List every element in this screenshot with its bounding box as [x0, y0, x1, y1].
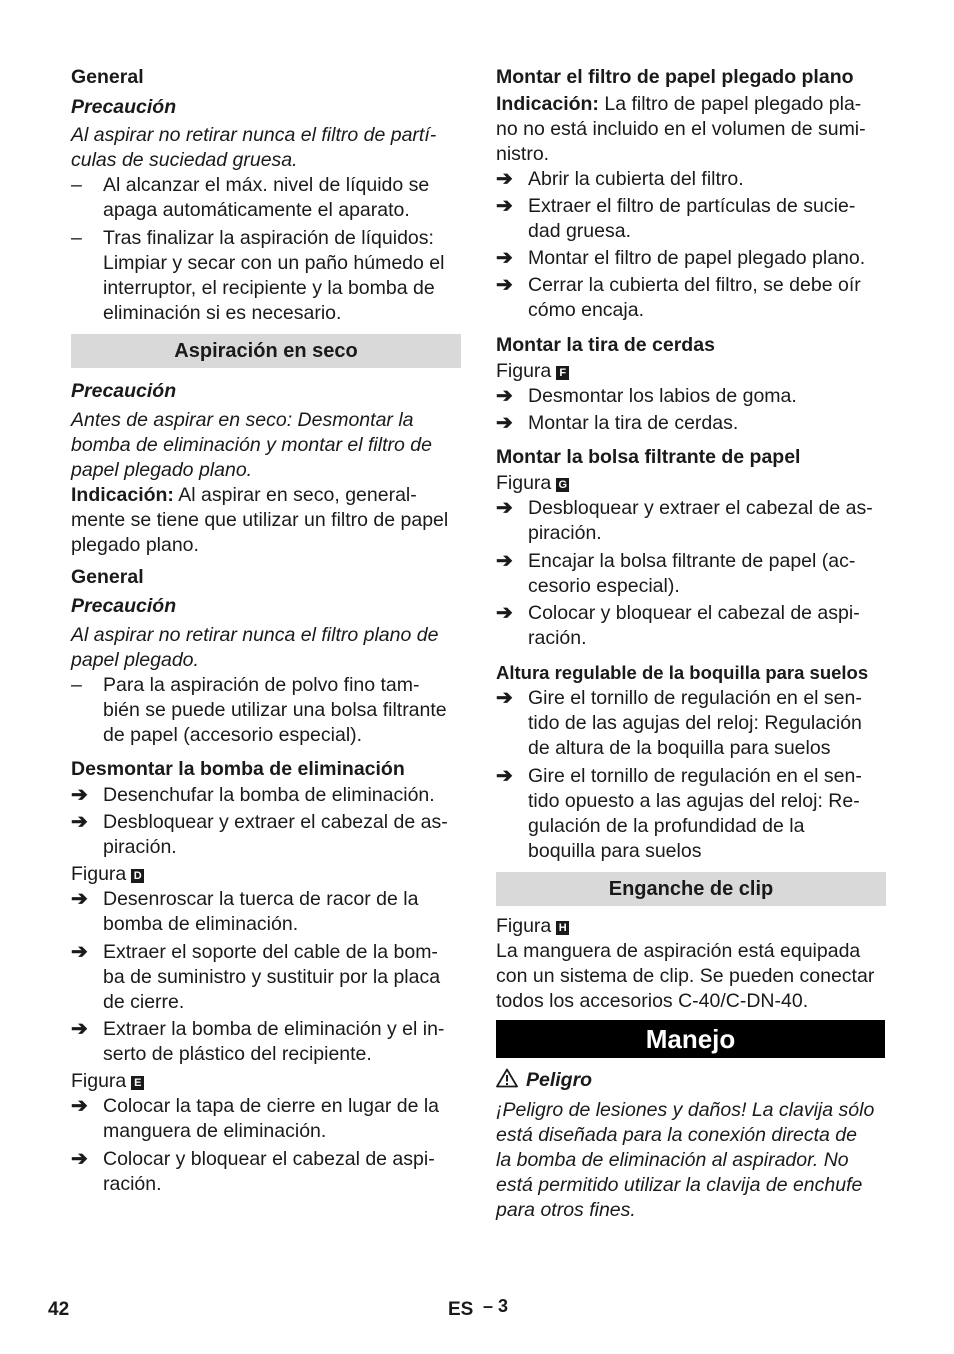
figure-label: Figura	[496, 472, 552, 494]
language-code: ES	[448, 1299, 474, 1320]
arrow-icon: ➔	[496, 195, 513, 217]
heading-general: General	[71, 566, 144, 588]
caution-label: Precaución	[71, 380, 177, 402]
step-line: de cierre.	[103, 991, 185, 1013]
step-line: Extraer el filtro de partículas de sucie-	[528, 195, 856, 217]
section-band-aspiracion-en-seco: Aspiración en seco	[71, 334, 461, 368]
figure-h-icon: H	[556, 921, 569, 935]
body-line: La manguera de aspiración está equipada	[496, 940, 861, 962]
heading-desmontar-bomba: Desmontar la bomba de eliminación	[71, 758, 405, 780]
step-line: Desbloquear y extraer el cabezal de as-	[528, 497, 873, 519]
step-line: Desenroscar la tuerca de racor de la	[103, 888, 419, 910]
arrow-icon: ➔	[496, 497, 513, 519]
step-line: Encajar la bolsa filtrante de papel (ac-	[528, 550, 856, 572]
step-line: bomba de eliminación.	[103, 913, 299, 935]
arrow-icon: ➔	[496, 687, 513, 709]
list-item-line: de papel (accesorio especial).	[103, 724, 363, 746]
list-item-line: Limpiar y secar con un paño húmedo el	[103, 252, 445, 274]
heading-general: General	[71, 66, 144, 88]
page-number: 42	[48, 1299, 70, 1320]
caution-text-line: papel plegado plano.	[71, 459, 253, 481]
caution-label: Precaución	[71, 96, 177, 118]
step-line: Montar la tira de cerdas.	[528, 412, 739, 434]
note-line: mente se tiene que utilizar un filtro de papel	[71, 509, 449, 531]
step-line: Colocar la tapa de cierre en lugar de la	[103, 1095, 440, 1117]
step-line: Montar el filtro de papel plegado plano.	[528, 247, 866, 269]
heading-tira-cerdas: Montar la tira de cerdas	[496, 334, 715, 356]
step-line: Gire el tornillo de regulación en el sen-	[528, 687, 862, 709]
arrow-icon: ➔	[71, 784, 88, 806]
step-line: Gire el tornillo de regulación en el sen-	[528, 765, 862, 787]
note-text: La filtro de papel plegado pla-	[598, 93, 862, 115]
section-band-enganche-de-clip: Enganche de clip	[496, 872, 886, 906]
figure-reference	[71, 862, 144, 887]
step-line: cómo encaja.	[528, 299, 644, 321]
note-line	[496, 92, 861, 117]
caution-text-line: culas de suciedad gruesa.	[71, 149, 298, 171]
chapter-band-manejo: Manejo	[496, 1020, 885, 1058]
step-line: Desmontar los labios de goma.	[528, 385, 797, 407]
figure-label: Figura	[71, 863, 127, 885]
figure-reference	[496, 359, 569, 384]
figure-g-icon: G	[556, 478, 569, 492]
heading-altura-boquilla: Altura regulable de la boquilla para suelos	[496, 662, 869, 683]
step-line: Extraer la bomba de eliminación y el in-	[103, 1018, 445, 1040]
caution-text-line: Antes de aspirar en seco: Desmontar la	[71, 409, 414, 431]
danger-label: Peligro	[526, 1069, 593, 1091]
arrow-icon: ➔	[496, 168, 513, 190]
dash-bullet: –	[71, 674, 82, 696]
body-line: con un sistema de clip. Se pueden conectar	[496, 965, 875, 987]
step-line: tido de las agujas del reloj: Regulación	[528, 712, 862, 734]
step-line: boquilla para suelos	[528, 840, 702, 862]
step-line: Abrir la cubierta del filtro.	[528, 168, 744, 190]
figure-label: Figura	[71, 1070, 127, 1092]
danger-heading	[496, 1068, 592, 1095]
figure-reference	[496, 471, 569, 496]
step-line: ba de suministro y sustituir por la placa	[103, 966, 441, 988]
dash-bullet: –	[71, 227, 82, 249]
step-line: Colocar y bloquear el cabezal de aspi-	[528, 602, 860, 624]
arrow-icon: ➔	[496, 274, 513, 296]
danger-text-line: ¡Peligro de lesiones y daños! La clavija sólo	[496, 1099, 875, 1121]
list-item-line: Para la aspiración de polvo fino tam-	[103, 674, 420, 696]
body-line: todos los accesorios C-40/C-DN-40.	[496, 990, 809, 1012]
figure-e-icon: E	[131, 1076, 144, 1090]
warning-triangle-icon	[496, 1068, 518, 1095]
step-line: de altura de la boquilla para suelos	[528, 737, 831, 759]
note-label: Indicación:	[496, 93, 599, 115]
caution-text-line: bomba de eliminación y montar el filtro de	[71, 434, 432, 456]
note-text: Al aspirar en seco, general-	[173, 484, 417, 506]
caution-text-line: papel plegado.	[71, 649, 199, 671]
step-line: ración.	[103, 1173, 162, 1195]
step-line: piración.	[103, 836, 177, 858]
figure-reference	[71, 1069, 144, 1094]
list-item-line: apaga automáticamente el aparato.	[103, 199, 410, 221]
step-line: Colocar y bloquear el cabezal de aspi-	[103, 1148, 435, 1170]
step-line: Desenchufar la bomba de eliminación.	[103, 784, 435, 806]
section-page: – 3	[483, 1296, 509, 1316]
danger-text-line: para otros fines.	[496, 1199, 636, 1221]
step-line: manguera de eliminación.	[103, 1120, 327, 1142]
caution-text-line: Al aspirar no retirar nunca el filtro plano de	[71, 624, 439, 646]
step-line: ración.	[528, 627, 587, 649]
note-line: plegado plano.	[71, 534, 199, 556]
figure-label: Figura	[496, 915, 552, 937]
step-line: Desbloquear y extraer el cabezal de as-	[103, 811, 448, 833]
danger-text-line: está diseñada para la conexión directa de	[496, 1124, 857, 1146]
arrow-icon: ➔	[496, 412, 513, 434]
figure-reference	[496, 914, 569, 939]
figure-label: Figura	[496, 360, 552, 382]
list-item-line: Al alcanzar el máx. nivel de líquido se	[103, 174, 430, 196]
danger-text-line: está permitido utilizar la clavija de enchufe	[496, 1174, 863, 1196]
note-label: Indicación:	[71, 484, 174, 506]
heading-montar-filtro: Montar el filtro de papel plegado plano	[496, 66, 854, 88]
arrow-icon: ➔	[71, 1095, 88, 1117]
arrow-icon: ➔	[71, 1018, 88, 1040]
arrow-icon: ➔	[496, 602, 513, 624]
list-item-line: eliminación si es necesario.	[103, 302, 342, 324]
note-line: nistro.	[496, 143, 550, 165]
dash-bullet: –	[71, 174, 82, 196]
note-line: no no está incluido en el volumen de sumi-	[496, 118, 866, 140]
step-line: Cerrar la cubierta del filtro, se debe oír	[528, 274, 861, 296]
arrow-icon: ➔	[496, 765, 513, 787]
arrow-icon: ➔	[496, 550, 513, 572]
arrow-icon: ➔	[71, 888, 88, 910]
arrow-icon: ➔	[496, 385, 513, 407]
step-line: piración.	[528, 522, 602, 544]
step-line: Extraer el soporte del cable de la bom-	[103, 941, 438, 963]
arrow-icon: ➔	[71, 941, 88, 963]
arrow-icon: ➔	[496, 247, 513, 269]
arrow-icon: ➔	[71, 1148, 88, 1170]
list-item-line: interruptor, el recipiente y la bomba de	[103, 277, 435, 299]
caution-label: Precaución	[71, 595, 177, 617]
caution-text-line: Al aspirar no retirar nunca el filtro de partí-	[71, 124, 437, 146]
figure-d-icon: D	[131, 869, 144, 883]
step-line: tido opuesto a las agujas del reloj: Re-	[528, 790, 860, 812]
figure-f-icon: F	[556, 366, 569, 380]
heading-bolsa-filtrante: Montar la bolsa filtrante de papel	[496, 446, 801, 468]
arrow-icon: ➔	[71, 811, 88, 833]
step-line: cesorio especial).	[528, 575, 680, 597]
step-line: gulación de la profundidad de la	[528, 815, 805, 837]
note-line	[71, 483, 417, 508]
step-line: serto de plástico del recipiente.	[103, 1043, 372, 1065]
list-item-line: Tras finalizar la aspiración de líquidos:	[103, 227, 434, 249]
step-line: dad gruesa.	[528, 220, 631, 242]
list-item-line: bién se puede utilizar una bolsa filtrante	[103, 699, 447, 721]
danger-text-line: la bomba de eliminación al aspirador. No	[496, 1149, 849, 1171]
